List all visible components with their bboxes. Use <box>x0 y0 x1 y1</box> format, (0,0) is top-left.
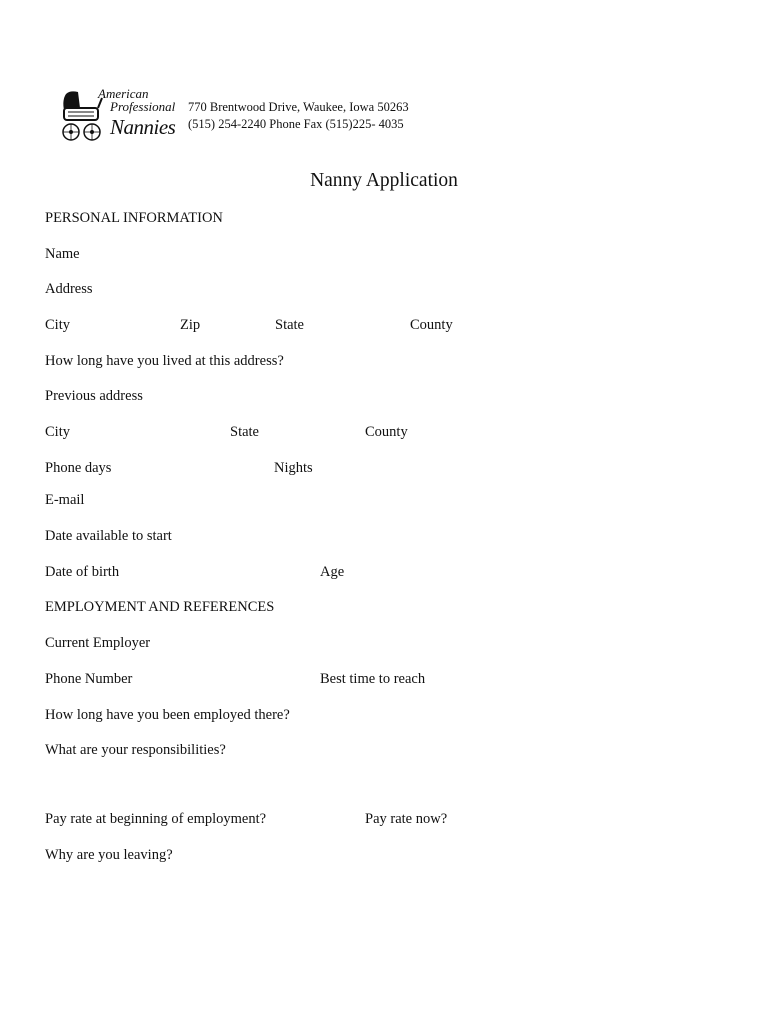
pay-rate-now-label: Pay rate now? <box>365 811 448 827</box>
how-long-at-address-label: How long have you lived at this address? <box>45 353 284 369</box>
why-leaving-label: Why are you leaving? <box>45 847 173 863</box>
company-logo <box>58 86 180 146</box>
page-title-text: Nanny Application <box>310 170 458 191</box>
section-heading-personal: PERSONAL INFORMATION <box>45 210 223 226</box>
age-label: Age <box>320 564 345 580</box>
county-label: County <box>410 317 453 333</box>
page-title <box>0 170 768 192</box>
state-label: State <box>275 317 304 333</box>
email-label: E-mail <box>45 492 85 508</box>
phone-number-label: Phone Number <box>45 671 133 687</box>
city-label: City <box>45 317 70 333</box>
logo-line-american: American <box>98 86 149 101</box>
company-phone-fax: (515) 254-2240 Phone Fax (515)225- 4035 <box>188 117 404 131</box>
pay-rate-beginning-label: Pay rate at beginning of employment? <box>45 811 267 827</box>
company-address: 770 Brentwood Drive, Waukee, Iowa 50263 <box>188 100 409 114</box>
zip-label: Zip <box>180 317 201 333</box>
phone-days-label: Phone days <box>45 460 112 476</box>
previous-city-label: City <box>45 424 70 440</box>
nights-label: Nights <box>274 460 313 476</box>
previous-state-label: State <box>230 424 259 440</box>
section-heading-employment: EMPLOYMENT AND REFERENCES <box>45 599 275 615</box>
name-label: Name <box>45 246 80 262</box>
date-of-birth-label: Date of birth <box>45 564 120 580</box>
current-employer-label: Current Employer <box>45 635 151 651</box>
previous-county-label: County <box>365 424 408 440</box>
responsibilities-label: What are your responsibilities? <box>45 742 226 758</box>
address-label: Address <box>45 281 93 297</box>
logo-line-professional: Professional <box>110 99 176 114</box>
how-long-employed-label: How long have you been employed there? <box>45 707 290 723</box>
best-time-label: Best time to reach <box>320 671 426 687</box>
date-available-label: Date available to start <box>45 528 172 544</box>
previous-address-label: Previous address <box>45 388 143 404</box>
logo-line-nannies: Nannies <box>110 115 176 139</box>
